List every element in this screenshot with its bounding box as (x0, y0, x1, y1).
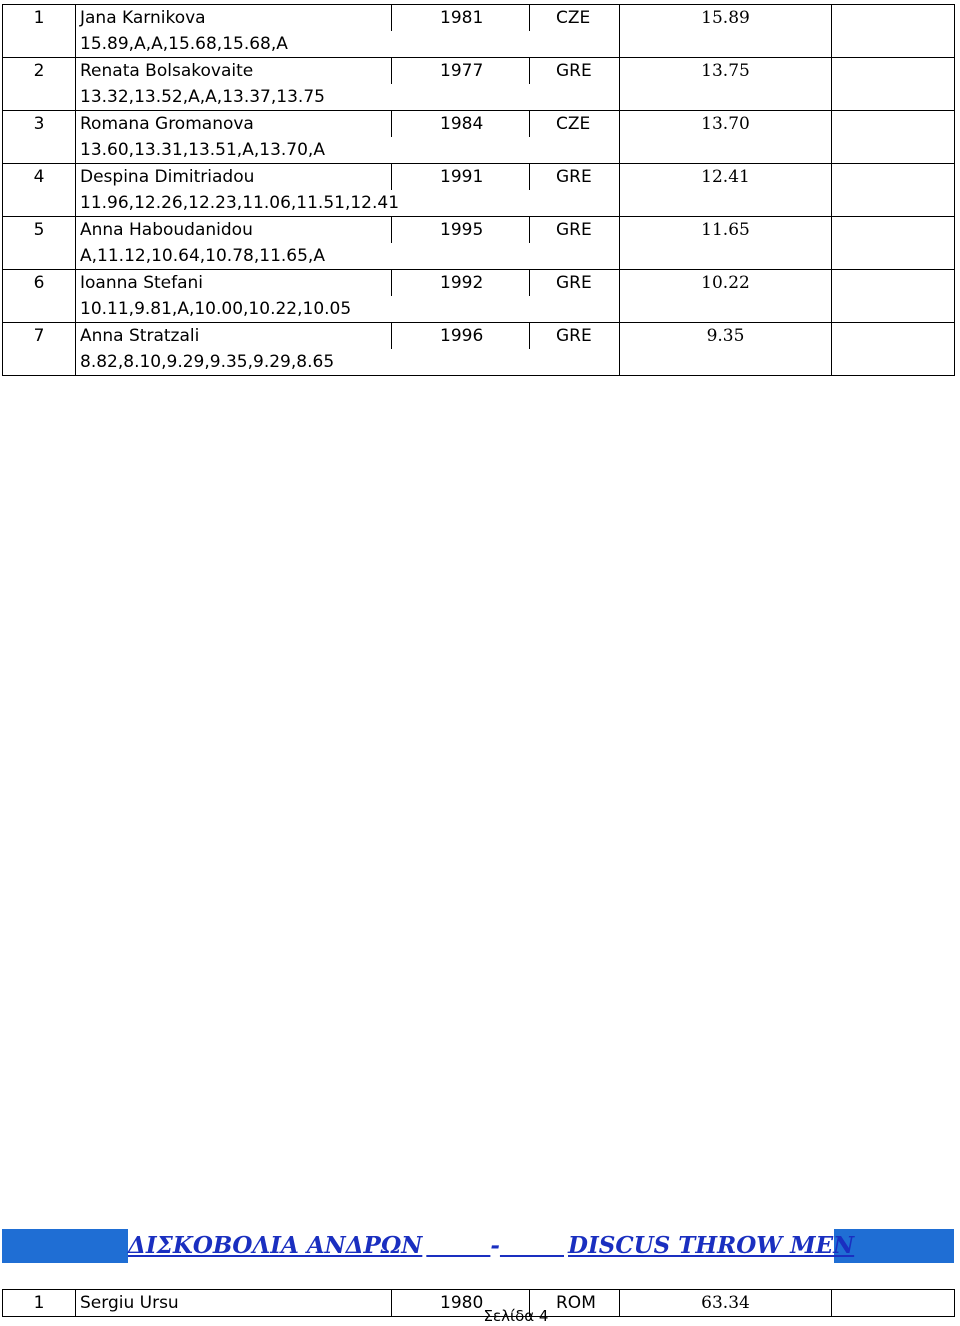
table-row (3, 270, 955, 297)
section-title-bar (2, 1229, 954, 1263)
empty-cell (620, 190, 832, 217)
nation-cell: GRE (530, 323, 620, 350)
attempts-row (3, 84, 955, 111)
attempts-series-cell: 11.96,12.26,12.23,11.06,11.51,12.41 (76, 190, 620, 217)
attempts-row (3, 31, 955, 58)
separator-text: - (490, 1232, 500, 1259)
best-mark-cell: 9.35 (620, 323, 832, 350)
empty-cell (3, 137, 76, 164)
results-table (2, 4, 955, 376)
empty-cell (832, 296, 955, 323)
empty-cell (832, 164, 955, 191)
nation-cell: CZE (530, 111, 620, 138)
attempts-row (3, 243, 955, 270)
nation-cell: GRE (530, 217, 620, 244)
table-row (3, 58, 955, 85)
empty-cell (832, 111, 955, 138)
rank-cell: 5 (3, 217, 76, 244)
empty-cell (832, 5, 955, 32)
athlete-name-cell: Renata Bolsakovaite (76, 58, 392, 85)
empty-cell (832, 84, 955, 111)
birth-year-cell: 1981 (392, 5, 530, 32)
rank-cell: 3 (3, 111, 76, 138)
empty-cell (832, 137, 955, 164)
birth-year-cell: 1991 (392, 164, 530, 191)
table-row (3, 217, 955, 244)
empty-cell (832, 349, 955, 376)
empty-cell (3, 243, 76, 270)
empty-cell (3, 349, 76, 376)
rank-cell: 4 (3, 164, 76, 191)
athlete-name-cell: Despina Dimitriadou (76, 164, 392, 191)
table-row (3, 5, 955, 32)
empty-cell (3, 296, 76, 323)
results-body (3, 5, 955, 376)
section-title-english: DISCUS THROW MEN (568, 1232, 855, 1259)
empty-cell (832, 190, 955, 217)
nation-cell: GRE (530, 58, 620, 85)
best-mark-cell: 10.22 (620, 270, 832, 297)
table-row (3, 164, 955, 191)
attempts-series-cell: 15.89,A,A,15.68,15.68,A (76, 31, 620, 58)
rank-cell: 2 (3, 58, 76, 85)
page-footer: Σελίδα 4 (483, 1307, 549, 1325)
birth-year-cell: 1984 (392, 111, 530, 138)
empty-cell (620, 31, 832, 58)
section-title-greek: ΔΙΣΚΟΒΟΛΙΑ ΑΝΔΡΩΝ (128, 1232, 423, 1259)
empty-cell (832, 243, 955, 270)
empty-cell (832, 270, 955, 297)
athlete-name-cell: Anna Stratzali (76, 323, 392, 350)
best-mark-cell: 15.89 (620, 5, 832, 32)
empty-cell (620, 243, 832, 270)
empty-cell (832, 58, 955, 85)
birth-year-cell: 1995 (392, 217, 530, 244)
empty-cell (3, 84, 76, 111)
birth-year-cell: 1977 (392, 58, 530, 85)
empty-cell (832, 323, 955, 350)
athlete-name-cell: Ioanna Stefani (76, 270, 392, 297)
nation-cell: GRE (530, 270, 620, 297)
athlete-name-cell: Romana Gromanova (76, 111, 392, 138)
birth-year-cell: 1992 (392, 270, 530, 297)
rank-cell: 6 (3, 270, 76, 297)
empty-cell (620, 349, 832, 376)
attempts-row (3, 190, 955, 217)
rank-cell: 1 (3, 1290, 76, 1317)
nation-cell: CZE (530, 5, 620, 32)
nation-cell: ROM (530, 1290, 620, 1317)
attempts-series-cell: 10.11,9.81,A,10.00,10.22,10.05 (76, 296, 620, 323)
table-row (3, 323, 955, 350)
rank-cell: 7 (3, 323, 76, 350)
best-mark-cell: 13.70 (620, 111, 832, 138)
best-mark-cell: 13.75 (620, 58, 832, 85)
birth-year-cell: 1980 (392, 1290, 530, 1317)
best-mark-cell: 11.65 (620, 217, 832, 244)
attempts-row (3, 137, 955, 164)
attempts-series-cell: 13.32,13.52,A,A,13.37,13.75 (76, 84, 620, 111)
empty-cell (832, 217, 955, 244)
attempts-row (3, 349, 955, 376)
nation-cell: GRE (530, 164, 620, 191)
attempts-series-cell: 8.82,8.10,9.29,9.35,9.29,8.65 (76, 349, 620, 376)
best-mark-cell: 12.41 (620, 164, 832, 191)
empty-cell (3, 190, 76, 217)
birth-year-cell: 1996 (392, 323, 530, 350)
attempts-row (3, 296, 955, 323)
athlete-name-cell: Sergiu Ursu (76, 1290, 392, 1317)
attempts-series-cell: 13.60,13.31,13.51,A,13.70,A (76, 137, 620, 164)
empty-cell (620, 137, 832, 164)
section-title-separator (422, 1229, 568, 1263)
section-title (128, 1229, 855, 1263)
attempts-series-cell: A,11.12,10.64,10.78,11.65,A (76, 243, 620, 270)
athlete-name-cell: Jana Karnikova (76, 5, 392, 32)
table-row (3, 111, 955, 138)
empty-cell (620, 84, 832, 111)
empty-cell (3, 31, 76, 58)
empty-cell (832, 31, 955, 58)
best-mark-cell: 63.34 (620, 1290, 832, 1317)
rank-cell: 1 (3, 5, 76, 32)
empty-cell (620, 296, 832, 323)
athlete-name-cell: Anna Haboudanidou (76, 217, 392, 244)
